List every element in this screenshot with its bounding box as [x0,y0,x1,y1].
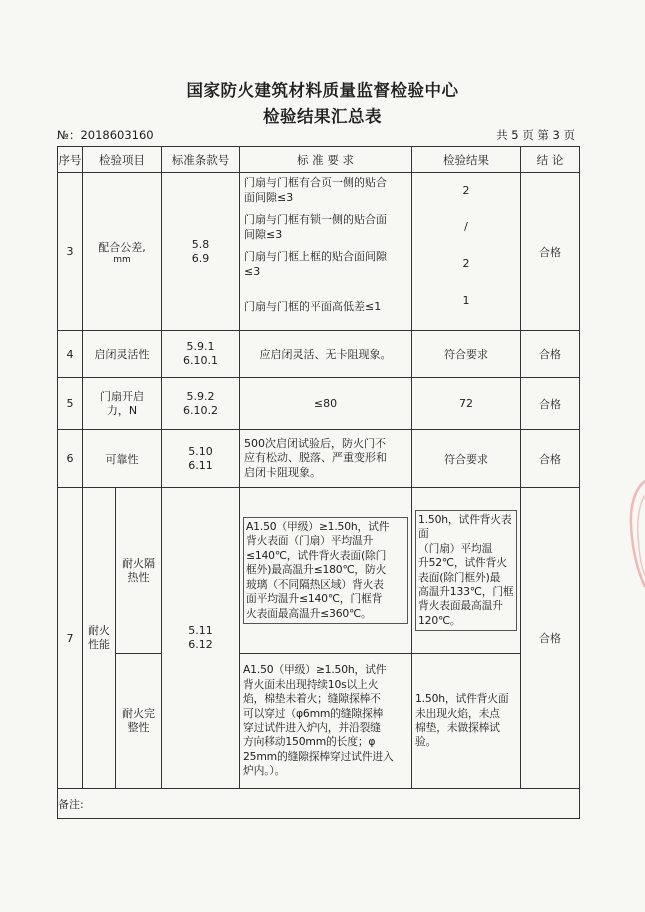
result-line: 1.50h，试件背火面 [415,692,509,706]
requirement-line: 框外)最高温升≤180℃，防火 [246,563,387,577]
row-seq: 7 [58,488,83,789]
row-requirement [240,654,412,789]
col-conclusion-header: 结 论 [521,147,580,173]
row-conclusion: 合格 [521,173,580,331]
row-result [412,654,521,789]
table-row [58,378,580,430]
table-row [58,654,580,789]
report-number: №：2018603160 [57,128,154,142]
requirement-box [243,517,408,624]
document-title: 国家防火建筑材料质量监督检验中心 [186,81,459,100]
item-unit: mm [113,254,131,265]
row-requirement: 应启闭灵活、无卡阻现象。 [240,331,412,378]
col-clause-header: 标准条款号 [162,147,240,173]
seal-fragment [621,475,645,595]
col-seq-header: 序号 [58,147,83,173]
requirement-line: 方向移动150mm的长度；φ [243,735,376,749]
row-requirement [240,488,412,654]
requirement-line: ≤140℃，试件背火表面(除门 [246,548,387,562]
result-value: / [464,220,468,233]
row-requirement [240,430,412,488]
row-requirement [240,173,412,331]
remarks-label: 备注: [58,789,580,819]
row-item [83,378,162,430]
requirement-line: 25mm的缝隙探棒穿过试件进入 [243,749,394,763]
clause-line: 5.11 [188,624,213,637]
result-text [418,513,514,628]
table-row [58,331,580,378]
row-conclusion: 合格 [521,488,580,789]
clause-line: 6.10.2 [183,403,218,417]
clause-line: 6.10.1 [183,354,218,367]
sub-item-line: 耐火完 [122,707,155,720]
requirement-line: 应有松动、脱落、严重变形和 [244,451,387,465]
row-item [83,488,116,789]
requirement-line: A1.50（甲级）≥1.50h，试件 [246,520,390,534]
remarks-row [58,789,580,819]
requirement-line: 面平均温升≤140℃，门框背 [246,592,383,606]
item-name: 门扇开启 [100,389,144,403]
page-info: 共 5 页 第 3 页 [496,128,575,142]
sub-item-line: 整性 [127,721,150,734]
requirement-line: 门扇与门框上框的贴合面间隙 [244,250,387,263]
requirement-text [246,520,405,621]
row-seq: 4 [58,331,83,378]
row-clause [162,430,240,488]
requirement-line: ≤3 [244,264,261,278]
result-line: 表面(除门框外)最 [418,570,501,584]
item-name: 耐火 [88,624,110,637]
row-result [412,488,521,654]
requirement-line: 背火表面（门扇）平均温升 [246,534,374,548]
clause-line: 5.9.2 [186,389,215,403]
row-seq: 5 [58,378,83,430]
clause-line: 6.12 [188,638,213,651]
row-conclusion: 合格 [521,331,580,378]
requirement-line: A1.50（甲级）≥1.50h，试件 [243,663,387,677]
row-result: 72 [412,378,521,430]
requirement-text [240,661,411,780]
requirement-line: 门扇与门框有合页一侧的贴合 [244,176,387,189]
requirement-line: 火表面最高温升≤360℃。 [246,606,372,620]
row-conclusion: 合格 [521,430,580,488]
result-line: 升52℃，试件背火 [418,556,507,570]
row-conclusion: 合格 [521,378,580,430]
requirement-line: 穿过试件进入炉内，并沿裂缝 [243,721,381,734]
sub-item-name [116,654,162,789]
col-item-header: 检验项目 [83,147,162,173]
result-line: 120℃。 [418,613,461,627]
document-subtitle: 检验结果汇总表 [263,107,382,126]
clause-line: 5.9.1 [186,340,215,353]
table-row [58,430,580,488]
requirement-line: 门扇与门框的平面高低差≤1 [244,300,382,313]
col-result-header: 检验结果 [412,147,521,173]
requirement-line: 背火面未出现持续10s以上火 [243,677,379,691]
result-line: 未出现火焰，未点 [415,706,500,720]
requirement-line: 门扇与门框有锁一侧的贴合面 [244,213,387,226]
result-line: 1.50h，试件背火表面 [418,512,512,541]
result-line: 验。 [415,735,437,749]
requirement-line: 炉内。）。 [243,764,286,778]
requirement-line: 间隙≤3 [244,227,283,241]
clause-line: 6.11 [188,458,213,472]
row-clause [162,488,240,789]
requirement-line: 启闭卡阻现象。 [244,465,321,479]
result-text [412,690,520,752]
row-result: 符合要求 [412,331,521,378]
requirement-line: 500次启闭试验后，防火门不 [244,436,386,450]
row-result [412,173,521,331]
result-line: 背火表面最高温升 [418,599,503,613]
result-box [415,510,517,631]
clause-line: 5.10 [188,444,213,458]
results-table [57,146,580,819]
result-line: 棉垫，未做探棒试 [415,721,500,734]
row-item: 可靠性 [83,430,162,488]
result-line: 高温升133℃，门框 [418,584,514,598]
result-value: 2 [462,257,470,270]
row-item: 启闭灵活性 [83,331,162,378]
requirement-line: 玻璃（不同隔热区域）背火表 [246,577,384,591]
sub-item-name [116,488,162,654]
table-header-row [58,147,580,173]
item-name: 配合公差, [98,240,146,254]
row-seq: 3 [58,173,83,331]
row-clause [162,378,240,430]
sub-item-line: 耐火隔 [122,556,155,570]
clause-line: 5.8 [191,237,210,251]
item-name: 力，N [106,403,138,417]
result-value: 1 [462,294,470,307]
col-requirement-header: 标 准 要 求 [240,147,412,173]
row-result: 符合要求 [412,430,521,488]
requirement-line: 面间隙≤3 [244,190,294,204]
sub-item-line: 热性 [127,570,150,584]
result-value: 2 [462,184,470,197]
item-name: 性能 [88,638,110,651]
row-requirement: ≤80 [240,378,412,430]
row-seq: 6 [58,430,83,488]
result-line: （门扇）平均温 [418,541,493,555]
row-clause [162,173,240,331]
clause-line: 6.9 [191,251,210,265]
row-item [83,173,162,331]
table-row [58,173,580,331]
requirement-line: 可以穿过（φ6mm的缝隙探棒 [243,706,384,720]
row-clause [162,331,240,378]
table-row [58,488,580,654]
requirement-line: 焰，棉垫未着火；缝隙探棒不 [243,692,381,706]
